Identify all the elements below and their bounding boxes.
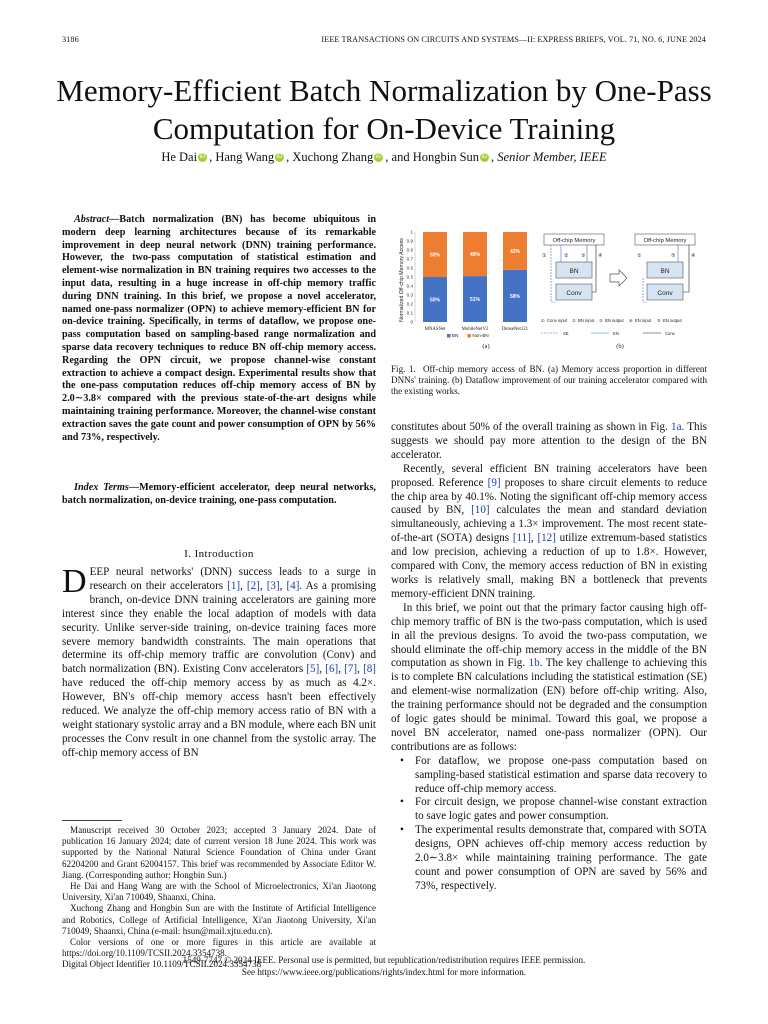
index-terms-text: Memory-efficient accelerator, deep neural networks, batch normalization, on-device training, one-pass computation. <box>62 482 376 506</box>
y-tick-label: 0.8 <box>406 247 413 253</box>
author-1: He Dai <box>161 150 198 164</box>
abstract <box>62 214 376 444</box>
author-4: and Hongbin Sun <box>391 150 480 164</box>
bars <box>423 232 527 322</box>
copyright-footer <box>40 955 728 978</box>
author-3: Xuchong Zhang <box>292 150 374 164</box>
running-header <box>62 35 706 44</box>
y-tick-label: 0.5 <box>406 274 413 280</box>
orcid-icon[interactable]: iD <box>276 154 283 160</box>
panel-a-label: (a) <box>482 343 490 350</box>
step-4: ④ <box>691 253 696 259</box>
figure-link[interactable]: 1b <box>528 657 540 670</box>
y-tick-label: 0.9 <box>406 238 413 244</box>
legend-entry: Non-BN <box>472 333 489 339</box>
y-tick-label: 0.3 <box>406 292 413 298</box>
caption-label: Fig. 1. <box>391 364 416 374</box>
legend-swatch <box>447 334 451 338</box>
conv-label: Conv <box>566 290 582 297</box>
citation-link[interactable]: [6] <box>325 663 339 676</box>
flow-arrow-se <box>643 278 647 302</box>
orcid-icon[interactable]: iD <box>375 154 382 160</box>
footnote-doi: Digital Object Identifier 10.1109/TCSII.2024.3354738 <box>62 959 262 970</box>
index-terms-label: Index Terms— <box>74 482 140 493</box>
abstract-label: Abstract— <box>74 214 120 225</box>
legend-bn-input: BN input <box>578 318 595 323</box>
y-tick-label: 1 <box>410 229 413 235</box>
drop-cap: D <box>62 563 87 600</box>
step-5: ⑤ <box>671 253 676 259</box>
legend-en-input: EN input <box>635 318 652 323</box>
citation-link[interactable]: [9] <box>487 476 501 489</box>
text-run: constitutes about 50% of the overall training as shown in Fig. <box>391 421 672 433</box>
citation-link[interactable]: [11] <box>512 532 531 545</box>
figure-1-svg <box>391 212 707 362</box>
data-label: 58% <box>509 293 521 300</box>
page-number: 3186 <box>62 35 79 44</box>
contributions-list <box>391 755 707 894</box>
footnotes <box>62 825 376 971</box>
index-terms <box>62 482 376 508</box>
orcid-icon[interactable]: iD <box>199 154 206 160</box>
data-label: 42% <box>509 248 521 255</box>
data-label: 50% <box>429 252 441 259</box>
chart-legend <box>447 333 489 338</box>
panel-b-label: (b) <box>616 343 624 350</box>
improvement-arrow <box>610 270 627 286</box>
step-1: ① <box>542 253 547 259</box>
y-tick-label: 0.6 <box>406 265 413 271</box>
step-2: ② <box>564 253 569 259</box>
citation-link[interactable]: [2] <box>246 579 260 592</box>
x-axis-ticks <box>425 327 529 332</box>
x-tick-label: DenseNet121 <box>501 327 529 332</box>
y-tick-label: 0 <box>410 319 413 325</box>
data-label: 49% <box>469 252 481 259</box>
citation-link[interactable]: [10] <box>471 504 490 517</box>
text-run: In this brief, we point out that the primary factor causing high off-chip memory traffic of BN is the two-pass computation, which is used in all the previous designs. To avoid the two-pass computation, we should eliminate the off-chip memory access in the middle of the BN computation as shown in Fig. <box>391 601 707 670</box>
flow-arrow-se <box>551 245 556 302</box>
legend-circled-1: ① <box>541 318 545 323</box>
y-tick-label: 0.2 <box>406 301 413 307</box>
legend-circled-3: ③ <box>599 318 603 323</box>
citation-link[interactable]: [3] <box>266 579 280 592</box>
step-1: ① <box>637 253 642 259</box>
flow-arrow-conv <box>592 245 596 292</box>
text-run: calculates the mean and standard deviation simultaneously, achieving a 1.3× improvement. The most recent state-of-the-art (SOTA) designs <box>391 504 707 545</box>
footer-line-1: 1549-7747 © 2024 IEEE. Personal use is permitted, but republication/redistribution requires IEEE permission. <box>182 955 586 965</box>
legend-circled-2: ② <box>572 318 576 323</box>
y-tick-label: 0.1 <box>406 310 413 316</box>
citation-link[interactable]: [7] <box>344 663 358 676</box>
y-axis-ticks <box>407 230 415 325</box>
right-column-text <box>391 421 707 894</box>
author-list: He Dai iD , Hang Wang iD , Xuchong Zhang iD , and Hongbin Sun iD , Senior Member, IEEE <box>161 150 607 164</box>
intro-text-b: . As a promising branch, on-device DNN training accelerators are gaining more interest since they enable the local adaption of models with data security. Unlike server-side training, on-device training faces more severe memory bandwidth constraints. The main operations that determine its off-chip memory traffic are convolution (Conv) and batch normalization (BN). Existing Conv accelerators <box>62 579 377 676</box>
data-label: 50% <box>429 297 441 304</box>
figure-1-caption <box>391 364 707 398</box>
text-run: . This suggests we should pay more attention to the design of the BN accelerator. <box>391 421 707 461</box>
journal-name: IEEE TRANSACTIONS ON CIRCUITS AND SYSTEMS—II: EXPRESS BRIEFS, VOL. 71, NO. 6, JUNE 2024 <box>321 35 706 44</box>
footnote-manuscript: Manuscript received 30 October 2023; accepted 3 January 2024. Date of publication 16 January 2024; date of current version 18 June 2024. This work was supported by the National Natural Science Foundation of China under Grant 62204200 and Grant 62004157. This brief was recommended by Associate Editor W. Jiang. (Corresponding author: Hongbin Sun.) <box>62 825 376 880</box>
list-item: • For dataflow, we propose one-pass computation based on sampling-based statistical estimation and sparse data recovery to reduce off-chip memory access. <box>415 755 707 797</box>
x-tick-label: MobileNetV2 <box>461 327 489 332</box>
orcid-icon[interactable]: iD <box>481 154 488 160</box>
paragraph <box>391 602 707 755</box>
list-item: • For circuit design, we propose channel-wise constant extraction to save logic gates and power consumption. <box>415 796 707 824</box>
step-3: ③ <box>581 253 586 259</box>
footnote-rule <box>62 820 122 821</box>
abstract-text: Batch normalization (BN) has become ubiquitous in modern deep learning architectures because of its remarkable improvement in deep neural network (DNN) training performance. However, the two-pass computation of statistical estimation and element-wise normalization in BN training requires two accesses to the input data, resulting in a huge increase in off-chip memory traffic during DNN training. In this brief, we propose a novel accelerator, named one-pass normalizer (OPN) to achieve memory-efficient BN for on-device training. Specifically, in terms of dataflow, we propose one-pass computation based on sampling-based range normalization and sparse data recovery techniques to reduce BN off-chip memory access. Regarding the OPN circuit, we propose channel-wise constant extraction to achieve a compact design. Experimental results show that the one-pass computation reduces off-chip memory access of BN by 2.0∼3.8× compared with the previous state-of-the-art designs while maintaining training performance. Moreover, the channel-wise constant extraction saves the gate count and power consumption of OPN by 56% and 73%, respectively. <box>62 214 376 443</box>
footnote-affiliation-2: Xuchong Zhang and Hongbin Sun are with the Institute of Artificial Intelligence and Robotics, College of Artificial Intelligence, Xi'an Jiaotong University, Xi'an 710049, Shaanxi, China (e-mail: hsun@mail.xjtu.edu.cn). <box>62 903 376 936</box>
x-tick-label: MNASNet <box>424 327 446 332</box>
intro-text-c: have reduced the off-chip memory access by as much as 4.2×. However, BN's off-chip memory access hasn't been effectively reduced. We analyze the off-chip memory access ratio of BN with a weight stationary systolic array and a BN module, where each BN unit processes the Conv result in one channel from the systolic array. The off-chip memory access of BN <box>62 677 376 759</box>
citation-link[interactable]: [5] <box>306 663 320 676</box>
footer-line-2: See https://www.ieee.org/publications/rights/index.html for more information. <box>241 966 527 977</box>
conv-label: Conv <box>657 290 673 297</box>
citation-link[interactable]: [4] <box>286 579 300 592</box>
citation-link[interactable]: [8] <box>363 663 376 676</box>
text-run: utilize extremum-based statistics and low precision, achieving a reduction of up to 1.8×. However, compared with Conv, the memory access reduction of BN in existing works is relatively small, making BN a bottleneck that prevents memory-efficient DNN training. <box>391 532 707 600</box>
legend-swatch <box>467 334 471 338</box>
section-heading-introduction: I. Introduction <box>184 548 254 560</box>
title-line-1: Memory-Efficient Batch Normalization by One-Pass <box>56 73 712 108</box>
footnote-affiliation-1: He Dai and Hang Wang are with the School of Microelectronics, Xi'an Jiaotong University, Xi'an 710049, Shaanxi, China. <box>62 881 376 903</box>
legend-circled-4: ④ <box>629 318 633 323</box>
flow-arrow-conv <box>683 245 689 292</box>
author-2: Hang Wang <box>215 150 275 164</box>
legend-en: EN <box>613 331 619 336</box>
text-run: Recently, several efficient BN training accelerators have been proposed. Reference <box>391 462 707 489</box>
chart-memory-access <box>399 230 529 350</box>
legend-conv: Conv <box>665 331 675 336</box>
legend-en-output: EN output <box>663 318 682 323</box>
y-axis-label: Normalized Off-chip Memory Access <box>399 238 405 322</box>
author-4-role: Senior Member, IEEE <box>497 150 607 164</box>
diagram-legend <box>541 318 682 336</box>
paper-title <box>40 72 728 148</box>
offchip-memory-label: Off-chip Memory <box>643 238 687 244</box>
text-run: proposes to share circuit elements to reduce the chip area by 40.1%. Noting the significant off-chip memory access caused by BN, <box>391 476 707 517</box>
caption-text: Off-chip memory access of BN. (a) Memory access proportion in different DNNs' training. (b) Dataflow improvement of our training accelerator compared with the existing works. <box>391 364 708 397</box>
legend-se: SE <box>563 331 569 336</box>
figure-1 <box>391 212 707 362</box>
legend-conv-input: Conv input <box>547 318 568 323</box>
bn-label: BN <box>660 268 670 275</box>
legend-entry: BN <box>452 333 459 339</box>
offchip-memory-label: Off-chip Memory <box>552 238 596 244</box>
paragraph: Recently, several efficient BN training accelerators have been proposed. Reference [9] proposes to share circuit elements to reduce the chip area by 40.1%. Noting the significant off-chip memory access caused by BN, [10] calculates the mean and standard deviation simultaneously, achieving a 1.3× improvement. The most recent state-of-the-art (SOTA) designs [11], [12] utilize extremum-based statistics and low precision, achieving a reduction of up to 1.8×. However, compared with Conv, the memory access reduction of BN in existing works is relatively small, making BN a bottleneck that prevents memory-efficient DNN training. <box>391 462 707 600</box>
footnote-color-versions: Color versions of one or more figures in this article are available at https://doi.org/10.1109/TCSII.2024.3354738. <box>62 937 376 959</box>
data-label: 51% <box>469 297 481 304</box>
bn-label: BN <box>569 268 579 275</box>
citation-link[interactable]: [12] <box>537 532 556 545</box>
figure-link[interactable]: 1a <box>671 421 682 433</box>
legend-bn-output: BN output <box>605 318 624 323</box>
intro-text-a: EEP neural networks' (DNN) success leads to a surge in research on their accelerators <box>89 566 376 592</box>
introduction-text: DEEP neural networks' (DNN) success leads to a surge in research on their accelerators [1], [2], [3], [4]. As a promising branch, on-device DNN training accelerators are gaining more interest since they enable the local adaption of models with data security. Unlike server-side training, on-device training faces more severe memory bandwidth constraints. The main operations that determine its off-chip memory traffic are convolution (Conv) and batch normalization (BN). Existing Conv accelerators [5], [6], [7], [8] have reduced the off-chip memory access by as much as 4.2×. However, BN's off-chip memory access hasn't been effectively reduced. We analyze the off-chip memory access ratio of BN with a weight stationary systolic array and a BN module, where each BN unit processes the Conv result in one channel from the systolic array. The off-chip memory access of BN <box>62 563 377 759</box>
dataflow-diagram <box>541 234 696 350</box>
y-tick-label: 0.4 <box>406 283 413 289</box>
title-line-2: Computation for On-Device Training <box>152 111 616 146</box>
paragraph <box>391 421 707 463</box>
text-run: . The key challenge to achieving this is to complete BN calculations including the statistical estimation (SE) and element-wise normalization (EN) before off-chip writing. Also, the training performance should not be degraded and the consumption of logic gates should be minimal. Toward this goal, we propose a novel BN accelerator, named one-pass normalizer (OPN). Our contributions are as follows: <box>391 657 707 753</box>
citation-link[interactable]: [1] <box>227 579 241 592</box>
step-4: ④ <box>598 253 603 259</box>
y-tick-label: 0.7 <box>406 256 413 262</box>
list-item: • The experimental results demonstrate that, compared with SOTA designs, OPN achieves off-chip memory access reduction by 2.0∼3.8× while maintaining training performance. The gate count and power consumption of OPN are saved by 56% and 73%, respectively. <box>415 824 707 894</box>
legend-circled-5: ⑤ <box>657 318 661 323</box>
